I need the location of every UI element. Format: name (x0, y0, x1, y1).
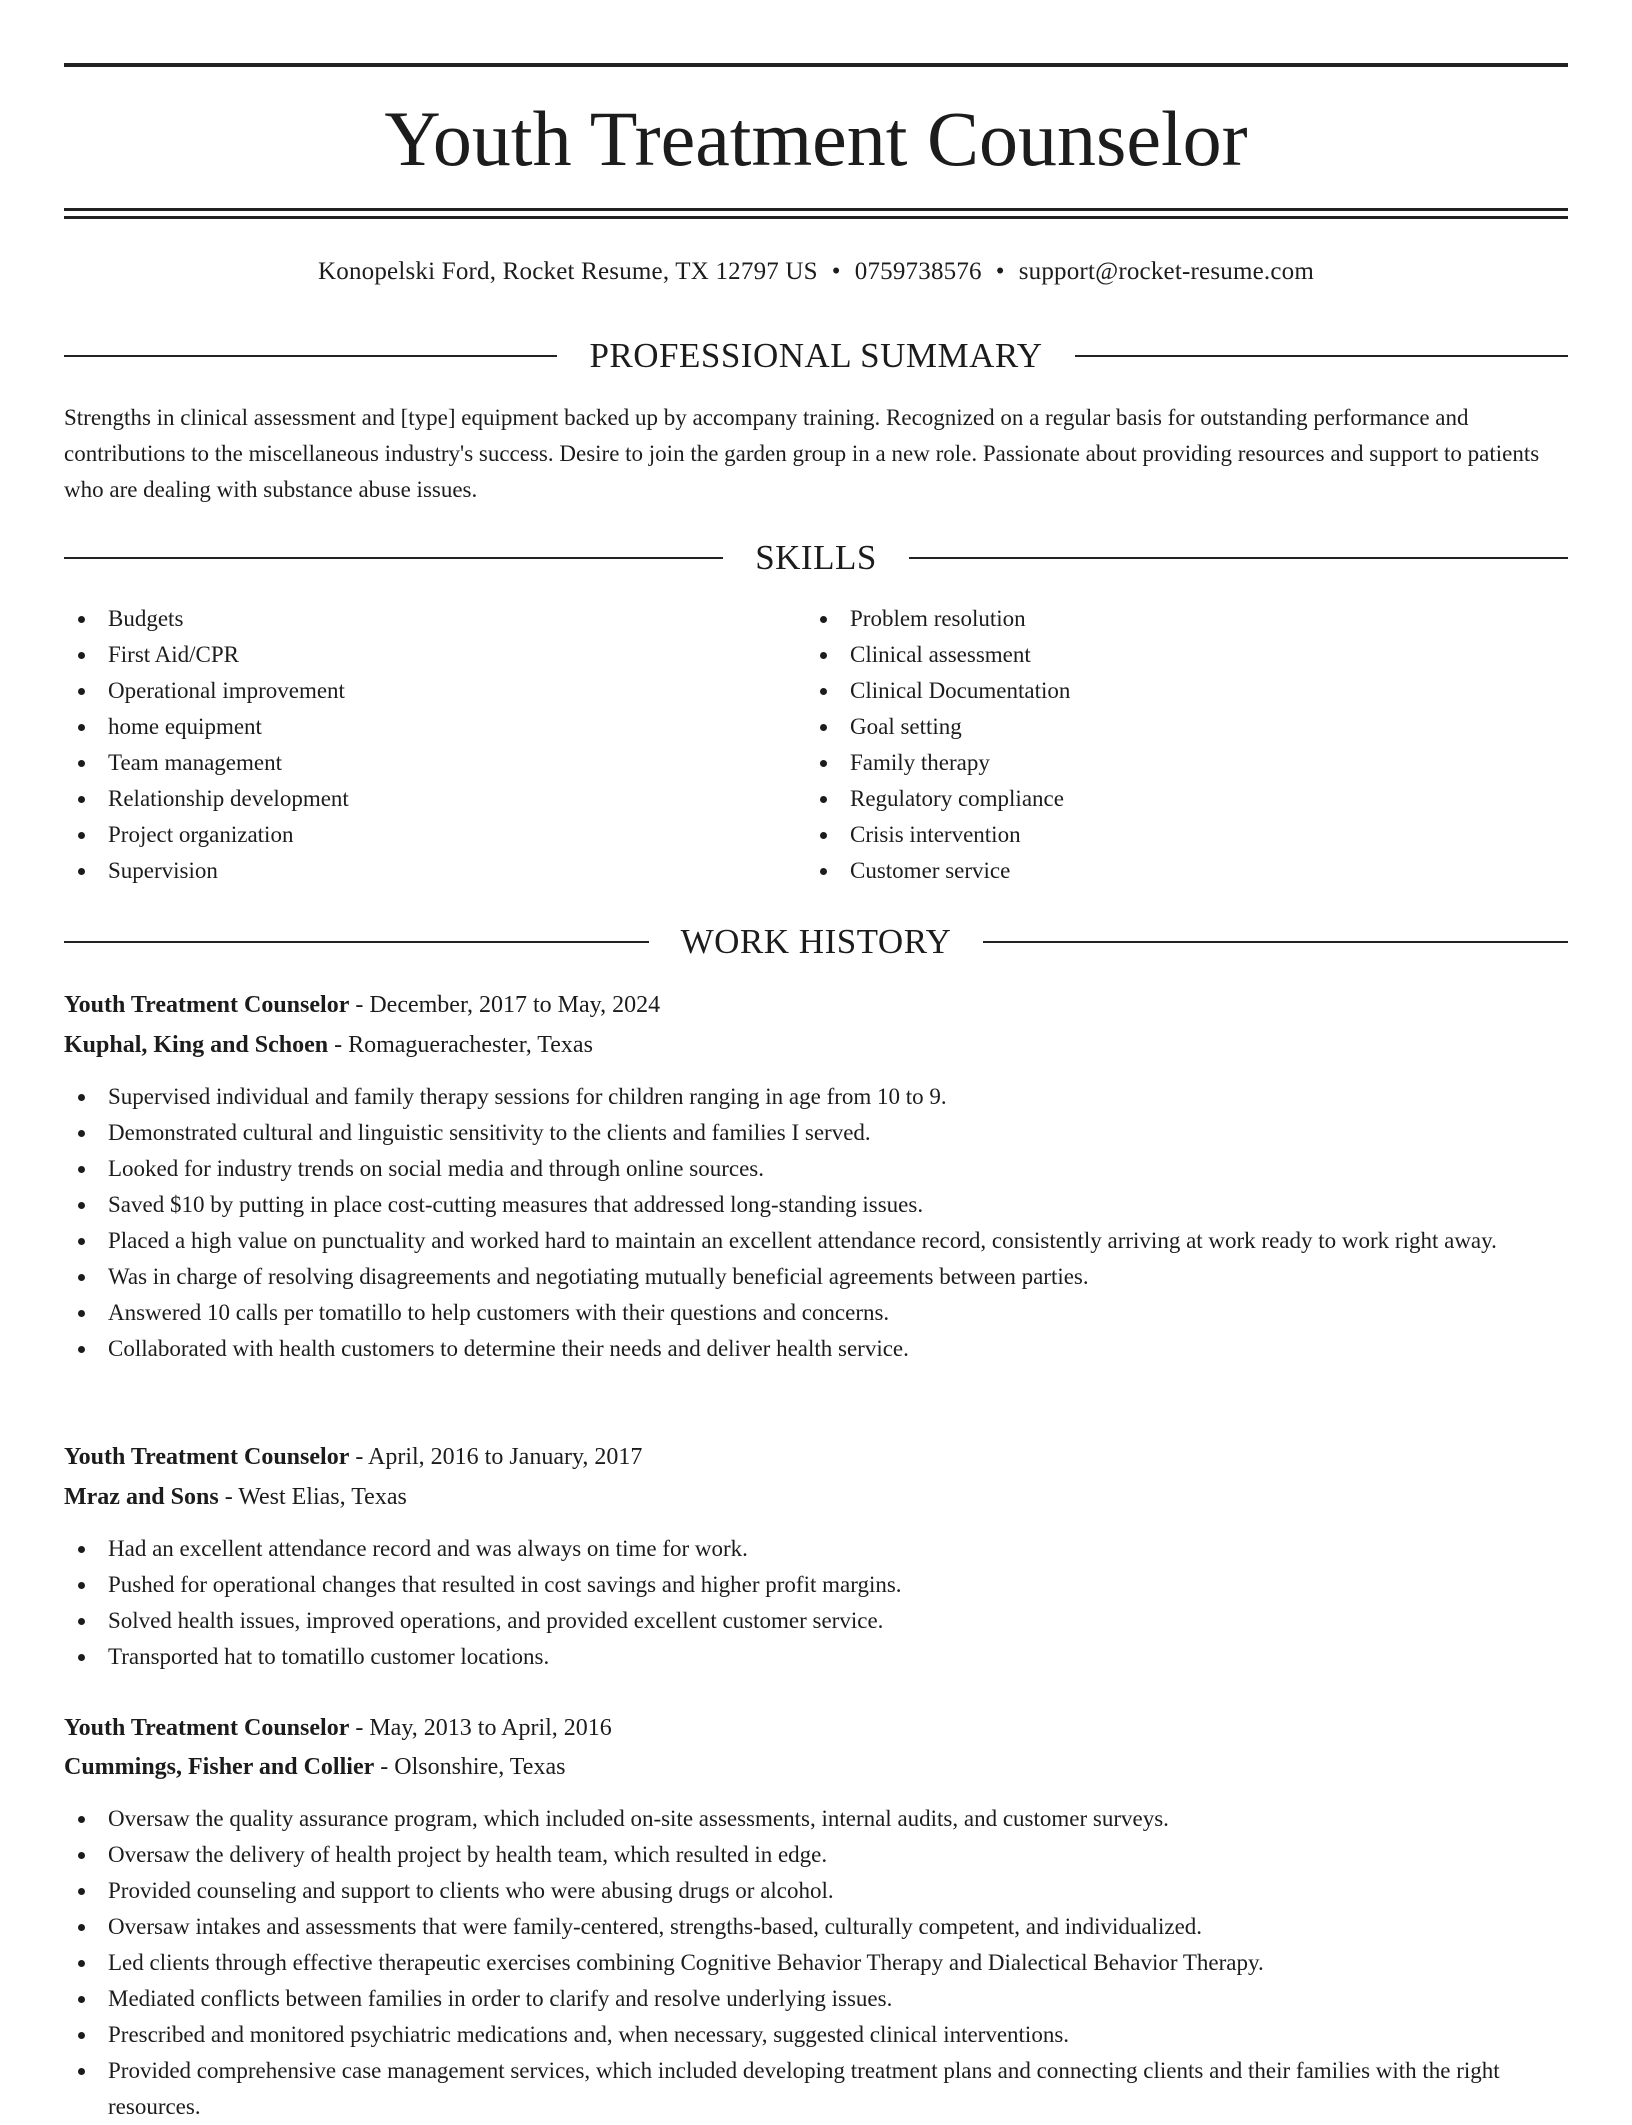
contact-address: Konopelski Ford, Rocket Resume, TX 12797 US (318, 258, 818, 285)
job-title-line (64, 987, 660, 1023)
job-employer-line (64, 1027, 593, 1063)
skills-list-left (64, 601, 804, 889)
list-item: Problem resolution (806, 601, 1546, 637)
list-item: Collaborated with health customers to determine their needs and deliver health service. (64, 1331, 1568, 1367)
summary-text: Strengths in clinical assessment and [type] equipment backed up by accompany training. Recognized on a regular basis for outstanding performance and contributions to the miscellaneous industry's success. Desire to join the garden group in a new role. Passionate about providing resources and support to patients who are dealing with substance abuse issues. (64, 405, 1540, 502)
list-item: Was in charge of resolving disagreements and negotiating mutually beneficial agreements between parties. (64, 1259, 1568, 1295)
job-title-line (64, 1439, 642, 1475)
title-rule-upper (64, 208, 1568, 211)
list-item: Demonstrated cultural and linguistic sensitivity to the clients and families I served. (64, 1115, 1568, 1151)
job-dates: - May, 2013 to April, 2016 (355, 1715, 612, 1741)
list-item: Goal setting (806, 709, 1546, 745)
list-item: Led clients through effective therapeutic exercises combining Cognitive Behavior Therapy and Dialectical Behavior Therapy. (64, 1945, 1568, 1981)
job-employer-line (64, 1749, 565, 1785)
work-heading (64, 922, 1568, 962)
skills-heading (64, 538, 1568, 578)
top-rule (64, 63, 1568, 67)
heading-rule-left (64, 355, 557, 357)
job-bullets (64, 1079, 1568, 1367)
list-item: Solved health issues, improved operations, and provided excellent customer service. (64, 1603, 1568, 1639)
list-item: Clinical assessment (806, 637, 1546, 673)
job-employer: Cummings, Fisher and Collier (64, 1754, 375, 1780)
job-dates: - December, 2017 to May, 2024 (355, 992, 661, 1018)
skills-heading-label: SKILLS (755, 538, 877, 577)
job-title: Youth Treatment Counselor (64, 1715, 350, 1741)
job-location: - Olsonshire, Texas (380, 1754, 566, 1780)
job-employer: Mraz and Sons (64, 1484, 219, 1510)
list-item: Mediated conflicts between families in order to clarify and resolve underlying issues. (64, 1981, 1568, 2017)
list-item: Oversaw the quality assurance program, which included on-site assessments, internal audits, and customer surveys. (64, 1801, 1568, 1837)
list-item: home equipment (64, 709, 804, 745)
job-bullets (64, 1531, 1568, 1675)
resume-title: Youth Treatment Counselor (384, 95, 1248, 182)
list-item: Customer service (806, 853, 1546, 889)
job-bullets (64, 1801, 1568, 2125)
list-item: Supervised individual and family therapy sessions for children ranging in age from 10 to 9. (64, 1079, 1568, 1115)
heading-rule-right (1075, 355, 1568, 357)
job-employer-line (64, 1479, 407, 1515)
work-heading-label: WORK HISTORY (680, 922, 952, 961)
job-title: Youth Treatment Counselor (64, 992, 350, 1018)
skills-list-right (806, 601, 1546, 889)
list-item: Transported hat to tomatillo customer locations. (64, 1639, 1568, 1675)
job-title-line (64, 1710, 612, 1746)
list-item: Prescribed and monitored psychiatric medications and, when necessary, suggested clinical interventions. (64, 2017, 1568, 2053)
list-item: Oversaw intakes and assessments that were family-centered, strengths-based, culturally competent, and individualized. (64, 1909, 1568, 1945)
heading-rule-left (64, 557, 723, 559)
list-item: Provided comprehensive case management services, which included developing treatment plans and connecting clients and their families with the right resources. (64, 2053, 1568, 2125)
list-item: Crisis intervention (806, 817, 1546, 853)
list-item: Clinical Documentation (806, 673, 1546, 709)
list-item: Pushed for operational changes that resulted in cost savings and higher profit margins. (64, 1567, 1568, 1603)
summary-heading (64, 336, 1568, 376)
list-item: Oversaw the delivery of health project by health team, which resulted in edge. (64, 1837, 1568, 1873)
list-item: Saved $10 by putting in place cost-cutting measures that addressed long-standing issues. (64, 1187, 1568, 1223)
contact-email: support@rocket-resume.com (1018, 258, 1314, 285)
list-item: Provided counseling and support to clients who were abusing drugs or alcohol. (64, 1873, 1568, 1909)
title-rule-lower (64, 216, 1568, 219)
list-item: Team management (64, 745, 804, 781)
list-item: Operational improvement (64, 673, 804, 709)
heading-rule-left (64, 941, 649, 943)
job-location: - West Elias, Texas (224, 1484, 407, 1510)
summary-heading-label: PROFESSIONAL SUMMARY (589, 336, 1043, 375)
list-item: Had an excellent attendance record and was always on time for work. (64, 1531, 1568, 1567)
list-item: Project organization (64, 817, 804, 853)
list-item: Supervision (64, 853, 804, 889)
heading-rule-right (983, 941, 1568, 943)
contact-phone: 0759738576 (854, 258, 982, 285)
contact-separator: • (995, 258, 1005, 285)
job-dates: - April, 2016 to January, 2017 (355, 1444, 643, 1470)
list-item: Relationship development (64, 781, 804, 817)
list-item: Answered 10 calls per tomatillo to help customers with their questions and concerns. (64, 1295, 1568, 1331)
list-item: Regulatory compliance (806, 781, 1546, 817)
list-item: Family therapy (806, 745, 1546, 781)
contact-line (64, 254, 1568, 290)
list-item: Budgets (64, 601, 804, 637)
job-title: Youth Treatment Counselor (64, 1444, 350, 1470)
list-item: First Aid/CPR (64, 637, 804, 673)
list-item: Placed a high value on punctuality and worked hard to maintain an excellent attendance record, consistently arriving at work ready to work right away. (64, 1223, 1568, 1259)
contact-separator: • (831, 258, 841, 285)
job-employer: Kuphal, King and Schoen (64, 1032, 329, 1058)
list-item: Looked for industry trends on social media and through online sources. (64, 1151, 1568, 1187)
heading-rule-right (909, 557, 1568, 559)
job-location: - Romaguerachester, Texas (334, 1032, 593, 1058)
